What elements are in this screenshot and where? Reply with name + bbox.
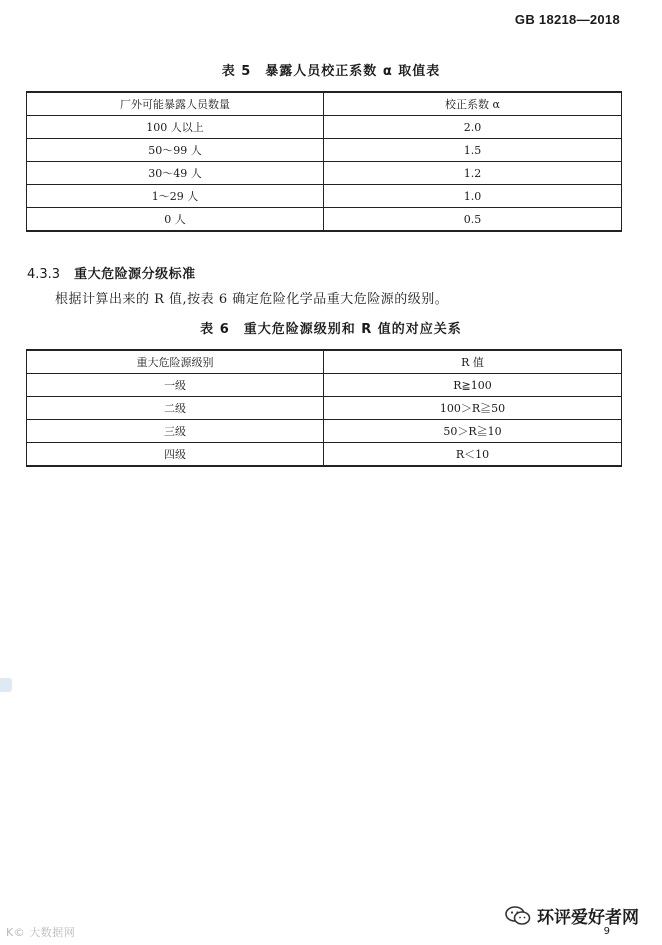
table-cell: 50＞R≧10	[324, 420, 622, 443]
table-cell: 1～29 人	[27, 185, 324, 208]
table-header-cell: R 值	[324, 350, 622, 374]
table6	[26, 349, 622, 467]
body-paragraph: 根据计算出来的 R 值,按表 6 确定危险化学品重大危险源的级别。	[55, 292, 449, 307]
table5-title: 表 5 暴露人员校正系数 α 取值表	[221, 64, 441, 79]
table-header-cell: 校正系数 α	[324, 92, 622, 116]
wechat-icon	[505, 906, 531, 926]
section-heading	[27, 263, 196, 282]
watermark-right-text: 环评爱好者网	[537, 908, 639, 928]
watermark-left: K© 大数据网	[6, 926, 76, 939]
table-cell: R≧100	[324, 374, 622, 397]
section-title: 重大危险源分级标准	[74, 267, 196, 282]
watermark-right	[505, 903, 639, 928]
table-cell: 三级	[27, 420, 324, 443]
table-row	[27, 116, 622, 139]
table-header-cell: 厂外可能暴露人员数量	[27, 92, 324, 116]
table-row	[27, 162, 622, 185]
table-header-row	[27, 350, 622, 374]
table-row	[27, 420, 622, 443]
table-cell: 二级	[27, 397, 324, 420]
table-cell: 0.5	[324, 208, 622, 232]
table-cell: 100 人以上	[27, 116, 324, 139]
table-row	[27, 374, 622, 397]
table-row	[27, 397, 622, 420]
table-cell: 50～99 人	[27, 139, 324, 162]
table-cell: 一级	[27, 374, 324, 397]
table6-title: 表 6 重大危险源级别和 R 值的对应关系	[200, 322, 462, 337]
table-cell: 2.0	[324, 116, 622, 139]
table-cell: R＜10	[324, 443, 622, 467]
side-tab-marker	[0, 678, 12, 692]
table-cell: 四级	[27, 443, 324, 467]
table-row	[27, 139, 622, 162]
table-cell: 1.2	[324, 162, 622, 185]
table-cell: 1.5	[324, 139, 622, 162]
document-code: GB 18218—2018	[514, 12, 620, 27]
table-header-cell: 重大危险源级别	[27, 350, 324, 374]
table5	[26, 91, 622, 232]
table-cell: 30～49 人	[27, 162, 324, 185]
table-row	[27, 208, 622, 232]
section-number: 4.3.3	[27, 267, 61, 282]
table-header-row	[27, 92, 622, 116]
table-cell: 100＞R≧50	[324, 397, 622, 420]
table-row	[27, 443, 622, 467]
table-row	[27, 185, 622, 208]
page-number: 9	[603, 926, 610, 937]
table-cell: 1.0	[324, 185, 622, 208]
table-cell: 0 人	[27, 208, 324, 232]
